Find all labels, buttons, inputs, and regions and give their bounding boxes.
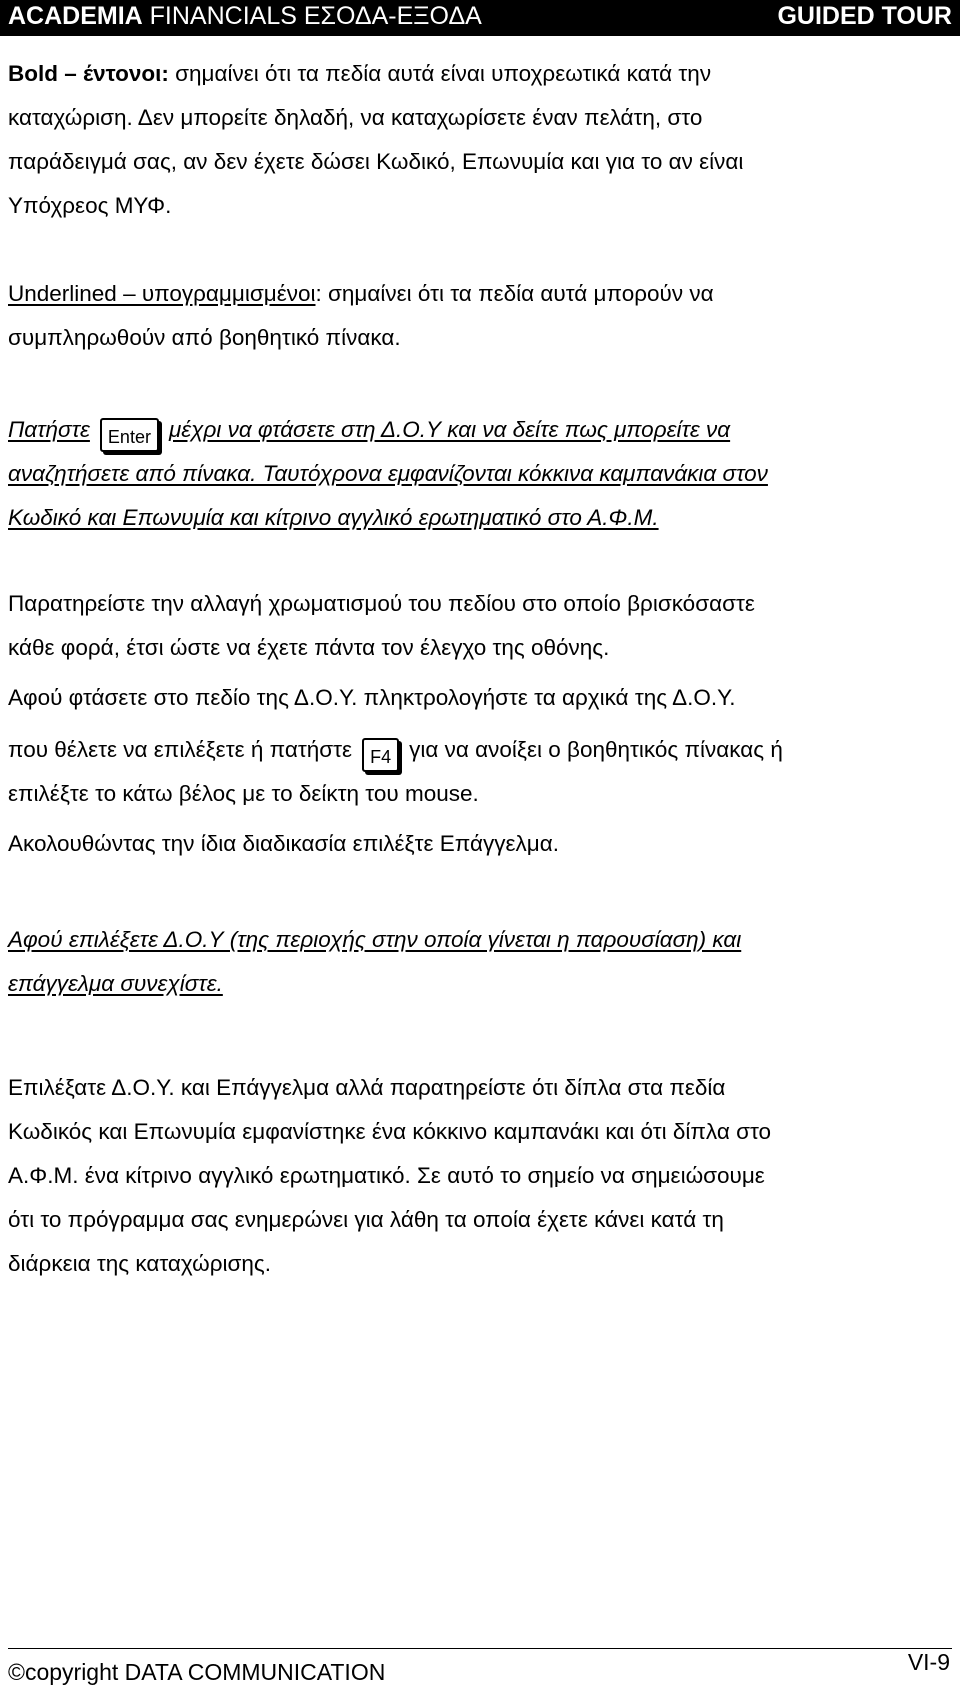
text-line: Υπόχρεος ΜΥΦ. <box>8 193 172 218</box>
underlined-label: Underlined – υπογραμμισμένοι <box>8 281 316 306</box>
text-span: για να ανοίξει ο βοηθητικός πίνακας ή <box>409 737 783 762</box>
text-line: Κωδικό και Επωνυμία και κίτρινο αγγλικό ερωτηματικό στο Α.Φ.Μ. <box>8 505 659 530</box>
text-line: συμπληρωθούν από βοηθητικό πίνακα. <box>8 325 401 350</box>
paragraph-enter-instructions <box>8 408 954 540</box>
text-line: επάγγελμα συνεχίστε. <box>8 971 223 996</box>
paragraph-bold-fields <box>8 52 954 228</box>
text-line: Ακολουθώντας την ίδια διαδικασία επιλέξτε Επάγγελμα. <box>8 831 559 856</box>
paragraph-errors-notice <box>8 1066 954 1286</box>
paragraph-underlined-fields <box>8 272 954 360</box>
enter-key-icon: Enter <box>100 418 159 452</box>
text-line: κάθε φορά, έτσι ώστε να έχετε πάντα τον έλεγχο της οθόνης. <box>8 635 610 660</box>
paragraph-field-colors <box>8 582 954 866</box>
copyright-text: ©copyright DATA COMMUNICATION <box>8 1659 386 1685</box>
spacer <box>8 1006 954 1066</box>
text-span: που θέλετε να επιλέξετε ή πατήστε <box>8 737 353 762</box>
text-line: ότι το πρόγραμμα σας ενημερώνει για λάθη τα οποία έχετε κάνει κατά τη <box>8 1207 724 1232</box>
text-line: Κωδικός και Επωνυμία εμφανίστηκε ένα κόκκινο καμπανάκι και ότι δίπλα στο <box>8 1119 772 1144</box>
header-title-bold: ACADEMIA <box>8 2 143 30</box>
f4-key-icon: F4 <box>362 738 399 772</box>
text-span: : σημαίνει ότι τα πεδία αυτά μπορούν να <box>315 281 714 306</box>
spacer <box>8 228 954 272</box>
header-title <box>8 2 482 31</box>
text-line: Επιλέξατε Δ.Ο.Υ. και Επάγγελμα αλλά παρατηρείστε ότι δίπλα στα πεδία <box>8 1075 726 1100</box>
text-line <box>8 408 954 452</box>
page-header <box>0 0 960 36</box>
bold-label: Bold – έντονοι: <box>8 61 169 86</box>
header-right-label: GUIDED TOUR <box>777 2 952 30</box>
text-line: αναζητήσετε από πίνακα. Ταυτόχρονα εμφανίζονται κόκκινα καμπανάκια στον <box>8 461 768 486</box>
text-line <box>8 52 954 96</box>
page-number: VI-9 <box>907 1649 950 1675</box>
document-body <box>8 52 954 1286</box>
text-line: Αφού φτάσετε στο πεδίο της Δ.Ο.Υ. πληκτρολογήστε τα αρχικά της Δ.Ο.Υ. <box>8 685 736 710</box>
header-title-rest: FINANCIALS ΕΣΟΔΑ-ΕΞΟΔΑ <box>142 2 482 30</box>
text-span: σημαίνει ότι τα πεδία αυτά είναι υποχρεωτικά κατά την <box>168 61 712 86</box>
text-span: μέχρι να φτάσετε στη Δ.Ο.Υ και να δείτε πως μπορείτε να <box>168 417 731 442</box>
text-line: διάρκεια της καταχώρισης. <box>8 1251 271 1276</box>
text-line: επιλέξτε το κάτω βέλος με το δείκτη του mouse. <box>8 781 479 806</box>
text-line: Αφού επιλέξετε Δ.Ο.Υ (της περιοχής στην οποία γίνεται η παρουσίαση) και <box>8 927 742 952</box>
text-line <box>8 272 954 316</box>
page-footer <box>8 1648 952 1689</box>
spacer <box>8 540 954 584</box>
text-line: καταχώριση. Δεν μπορείτε δηλαδή, να καταχωρίσετε έναν πελάτη, στο <box>8 105 703 130</box>
text-line: Α.Φ.Μ. ένα κίτρινο αγγλικό ερωτηματικό. Σε αυτό το σημείο να σημειώσουμε <box>8 1163 765 1188</box>
text-span: Πατήστε <box>8 417 90 442</box>
spacer <box>8 866 954 918</box>
text-line: Παρατηρείστε την αλλαγή χρωματισμού του πεδίου στο οποίο βρισκόσαστε <box>8 591 755 616</box>
text-line: παράδειγμά σας, αν δεν έχετε δώσει Κωδικό, Επωνυμία και για το αν είναι <box>8 149 744 174</box>
text-line <box>8 728 954 772</box>
paragraph-select-doy <box>8 918 954 1006</box>
spacer <box>8 360 954 404</box>
